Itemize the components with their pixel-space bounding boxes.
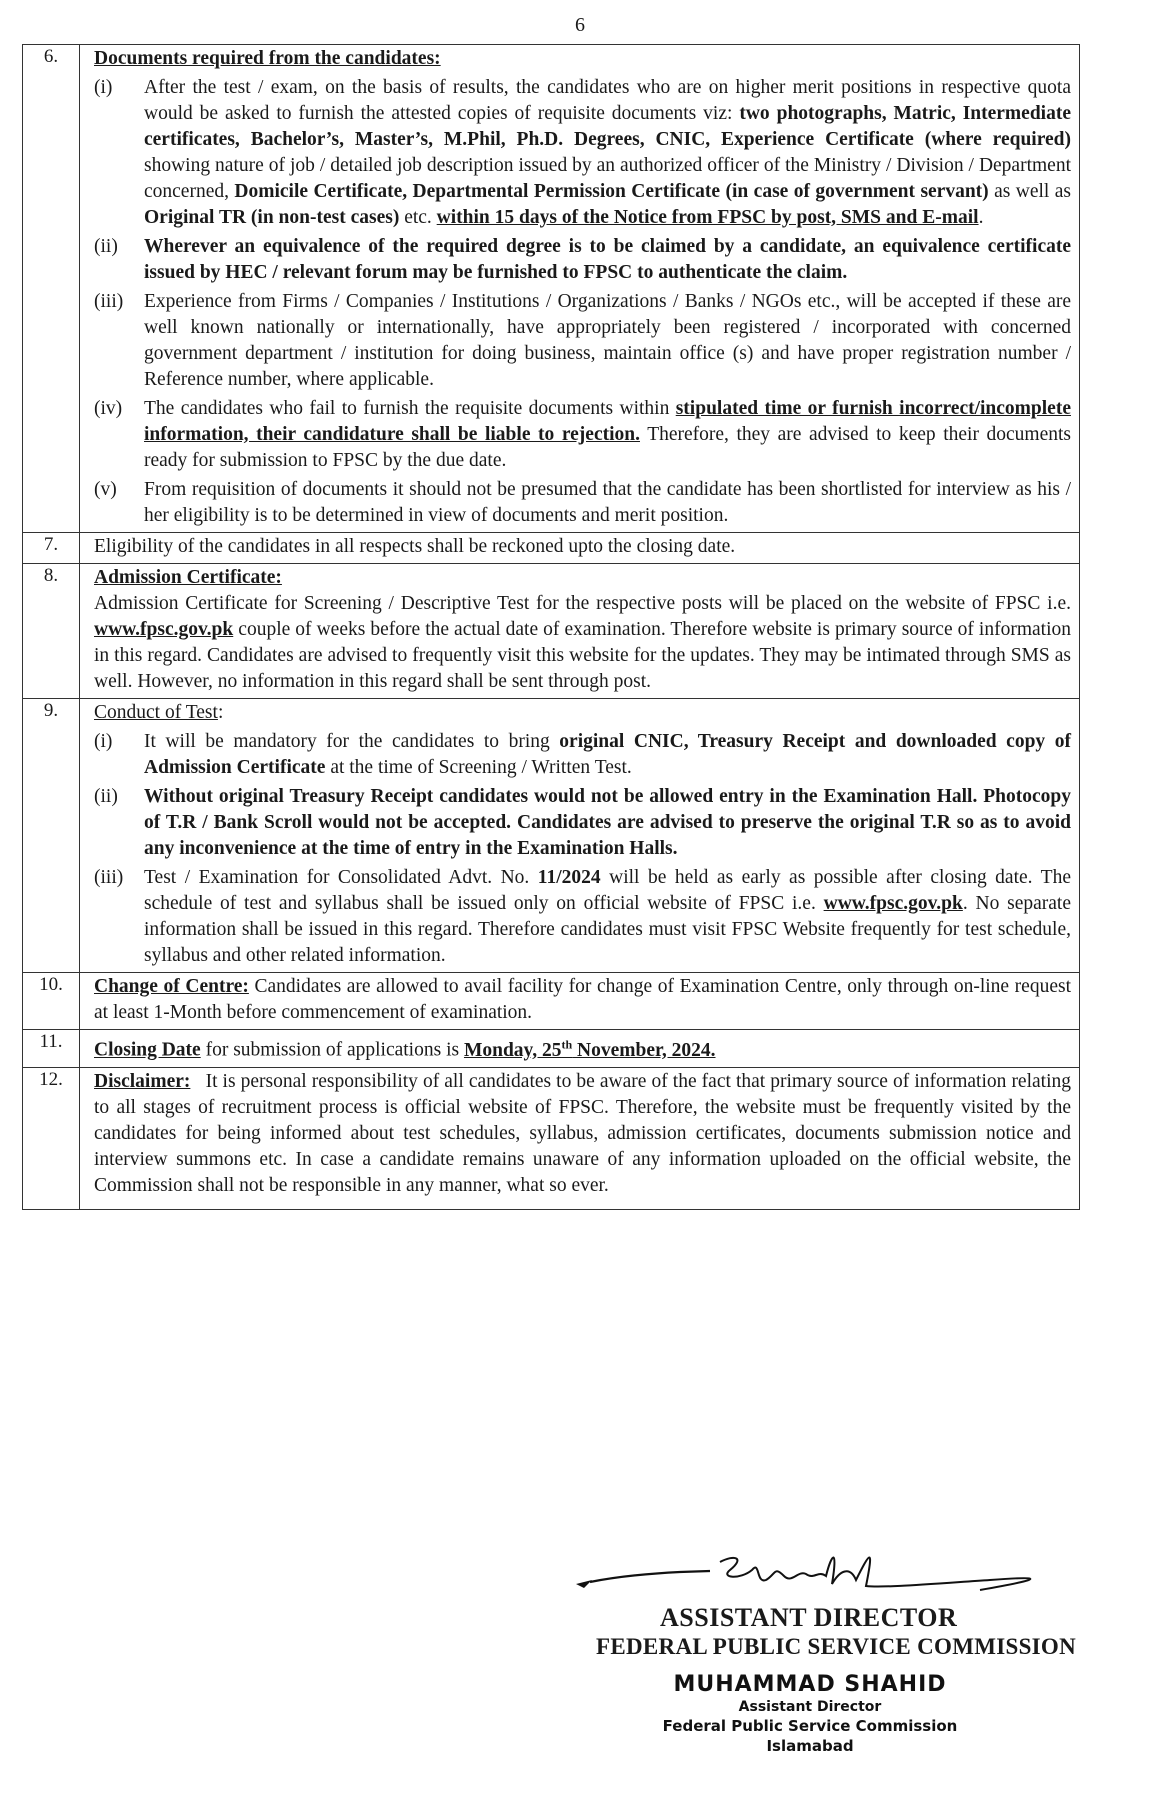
list-item bbox=[94, 729, 1071, 781]
section-12-row bbox=[23, 1067, 1080, 1209]
bold-run: 11/2024 bbox=[537, 867, 601, 888]
stamp-city: Islamabad bbox=[766, 1737, 854, 1755]
section-paragraph bbox=[94, 591, 1071, 695]
section-content bbox=[80, 1030, 1080, 1068]
item-text bbox=[144, 75, 1071, 231]
text-run: couple of weeks before the actual date of examination. Therefore website is primary source of information in this regard. Candidates are advised to frequently visit this website for the updates. They may be intimated through SMS as well. However, no information in this regard shall be sent through post. bbox=[94, 619, 1071, 692]
section-heading: Disclaimer: bbox=[94, 1070, 191, 1092]
section-11-row bbox=[23, 1030, 1080, 1068]
section-number: 12. bbox=[23, 1067, 80, 1209]
text-run: It will be mandatory for the candidates to bring bbox=[144, 731, 560, 752]
date-suffix: th bbox=[561, 1037, 573, 1051]
bold-run: Domicile Certificate, Departmental Permission Certificate (in case of government servant) bbox=[234, 181, 989, 202]
signatory-organization: FEDERAL PUBLIC SERVICE COMMISSION bbox=[596, 1634, 1077, 1659]
section-heading: Admission Certificate: bbox=[94, 567, 282, 588]
signatory-title: ASSISTANT DIRECTOR bbox=[660, 1603, 958, 1632]
item-text: From requisition of documents it should not be presumed that the candidate has been shortlisted for interview as his / her eligibility is to be determined in view of documents and merit position. bbox=[144, 479, 1071, 526]
bold-run: original CNIC, Treasury Receipt and downloaded copy of Admission Certificate bbox=[144, 731, 1071, 778]
section-heading-line bbox=[94, 700, 1071, 726]
stamp-designation: Assistant Director bbox=[738, 1699, 882, 1715]
section-heading: Closing Date bbox=[94, 1039, 201, 1061]
page-number: 6 bbox=[575, 14, 585, 36]
section-heading: Conduct of Test bbox=[94, 702, 218, 723]
section-number: 6. bbox=[23, 45, 80, 533]
official-stamp bbox=[640, 1672, 980, 1755]
list-item bbox=[94, 784, 1071, 862]
section-content bbox=[80, 973, 1080, 1030]
bold-run: two photographs, Matric, Intermediate certificates, Bachelor’s, Master’s, M.Phil, Ph.D. Degrees, CNIC, Experience Certificate (where required) bbox=[144, 103, 1071, 150]
section-number: 9. bbox=[23, 699, 80, 973]
section-content bbox=[80, 699, 1080, 973]
text-run: Therefore, they are advised to keep their documents ready for submission to FPSC by the due date. bbox=[144, 424, 1071, 471]
stamp-organization: Federal Public Service Commission bbox=[662, 1717, 958, 1735]
item-label: (i) bbox=[94, 731, 113, 752]
list-item bbox=[94, 865, 1071, 969]
section-number: 10. bbox=[23, 973, 80, 1030]
item-label: (iii) bbox=[94, 867, 124, 888]
text-run: as well as bbox=[988, 181, 1071, 202]
text-run: After the test / exam, on the basis of results, the candidates who are on higher merit positions in respective quota would be asked to furnish the attested copies of requisite documents viz: bbox=[144, 77, 1071, 124]
text-run: showing nature of job / detailed job description issued by an authorized officer of the Ministry / Division / Department concerned, bbox=[144, 155, 1071, 202]
handwritten-signature bbox=[570, 1540, 1110, 1610]
item-text bbox=[144, 729, 1071, 781]
text-run: Test / Examination for Consolidated Advt. No. bbox=[144, 867, 538, 888]
item-text bbox=[144, 865, 1071, 969]
section-content bbox=[80, 564, 1080, 699]
bold-underline-run: stipulated time or furnish incorrect/incomplete information, their candidature shall be liable to rejection. bbox=[144, 398, 1071, 445]
notice-table bbox=[22, 44, 1080, 1210]
heading-colon: : bbox=[217, 702, 224, 723]
section-9-row bbox=[23, 699, 1080, 973]
list-item bbox=[94, 396, 1071, 474]
item-label: (v) bbox=[94, 479, 117, 500]
website-link[interactable]: www.fpsc.gov.pk bbox=[823, 893, 963, 914]
section-6-row bbox=[23, 45, 1080, 533]
section-8-row bbox=[23, 564, 1080, 699]
list-item bbox=[94, 477, 1071, 529]
section-content bbox=[80, 1067, 1080, 1209]
stamp-name: MUHAMMAD SHAHID bbox=[673, 1672, 947, 1697]
item-text: Wherever an equivalence of the required degree is to be claimed by a candidate, an equivalence certificate issued by HEC / relevant forum may be furnished to FPSC to authenticate the claim. bbox=[144, 236, 1071, 283]
text-run: will be held as early as possible after closing date. The schedule of test and syllabus shall be issued only on official website of FPSC i.e. bbox=[144, 867, 1071, 914]
text-run: The candidates who fail to furnish the requisite documents within bbox=[144, 398, 676, 419]
item-text: Experience from Firms / Companies / Institutions / Organizations / Banks / NGOs etc., will be accepted if these are well known nationally or internationally, have appropriately been registered / incorporated with concerned government department / institution for doing business, maintain office (s) and have proper registration number / Reference number, where applicable. bbox=[144, 291, 1071, 390]
item-label: (iii) bbox=[94, 291, 124, 312]
section-heading: Change of Centre: bbox=[94, 976, 249, 997]
text-run: It is personal responsibility of all candidates to be aware of the fact that primary source of information relating to all stages of recruitment process is official website of FPSC. Therefore, the website must be frequently visited by the candidates for being informed about test schedules, syllabus, admission certificates, documents submission notice and interview summons etc. In case a candidate remains unaware of any information uploaded on the official website, the Commission shall not be responsible in any manner, what so ever. bbox=[94, 1070, 1076, 1196]
item-label: (i) bbox=[94, 77, 113, 98]
section-content bbox=[80, 45, 1080, 533]
list-item bbox=[94, 234, 1071, 286]
text-run: etc. bbox=[399, 207, 437, 228]
section-10-row bbox=[23, 973, 1080, 1030]
date-text: Monday, 25 bbox=[463, 1039, 562, 1061]
section-7-row bbox=[23, 533, 1080, 564]
text-run: Candidates are allowed to avail facility for change of Examination Centre, only through on-line request at least 1-Month before commencement of examination. bbox=[94, 976, 1071, 1023]
text-run: at the time of Screening / Written Test. bbox=[325, 757, 632, 778]
text-run: . bbox=[978, 207, 984, 228]
list-item bbox=[94, 289, 1071, 393]
website-link[interactable]: www.fpsc.gov.pk bbox=[94, 619, 234, 640]
section-heading: Documents required from the candidates: bbox=[94, 48, 441, 69]
text-run: for submission of applications is bbox=[200, 1039, 464, 1061]
date-text: November, 2024. bbox=[572, 1039, 716, 1061]
section-content: Eligibility of the candidates in all respects shall be reckoned upto the closing date. bbox=[80, 533, 1080, 564]
section-number: 11. bbox=[23, 1030, 80, 1068]
bold-underline-run: within 15 days of the Notice from FPSC by post, SMS and E-mail bbox=[436, 207, 979, 228]
section-number: 8. bbox=[23, 564, 80, 699]
item-text bbox=[144, 396, 1071, 474]
section-number: 7. bbox=[23, 533, 80, 564]
item-label: (ii) bbox=[94, 786, 118, 807]
closing-date bbox=[463, 1037, 716, 1061]
text-run: . No separate information shall be issued in this regard. Therefore candidates must visit FPSC Website frequently for test schedule, syllabus and other related information. bbox=[144, 893, 1071, 966]
list-item bbox=[94, 75, 1071, 231]
item-label: (iv) bbox=[94, 398, 123, 419]
bold-run: Original TR (in non-test cases) bbox=[144, 207, 400, 228]
text-run: Admission Certificate for Screening / Descriptive Test for the respective posts will be placed on the website of FPSC i.e. bbox=[94, 593, 1071, 614]
item-text: Without original Treasury Receipt candidates would not be allowed entry in the Examination Hall. Photocopy of T.R / Bank Scroll would not be accepted. Candidates are advised to preserve the original T.R so as to avoid any inconvenience at the time of entry in the Examination Halls. bbox=[144, 786, 1071, 859]
item-label: (ii) bbox=[94, 236, 118, 257]
